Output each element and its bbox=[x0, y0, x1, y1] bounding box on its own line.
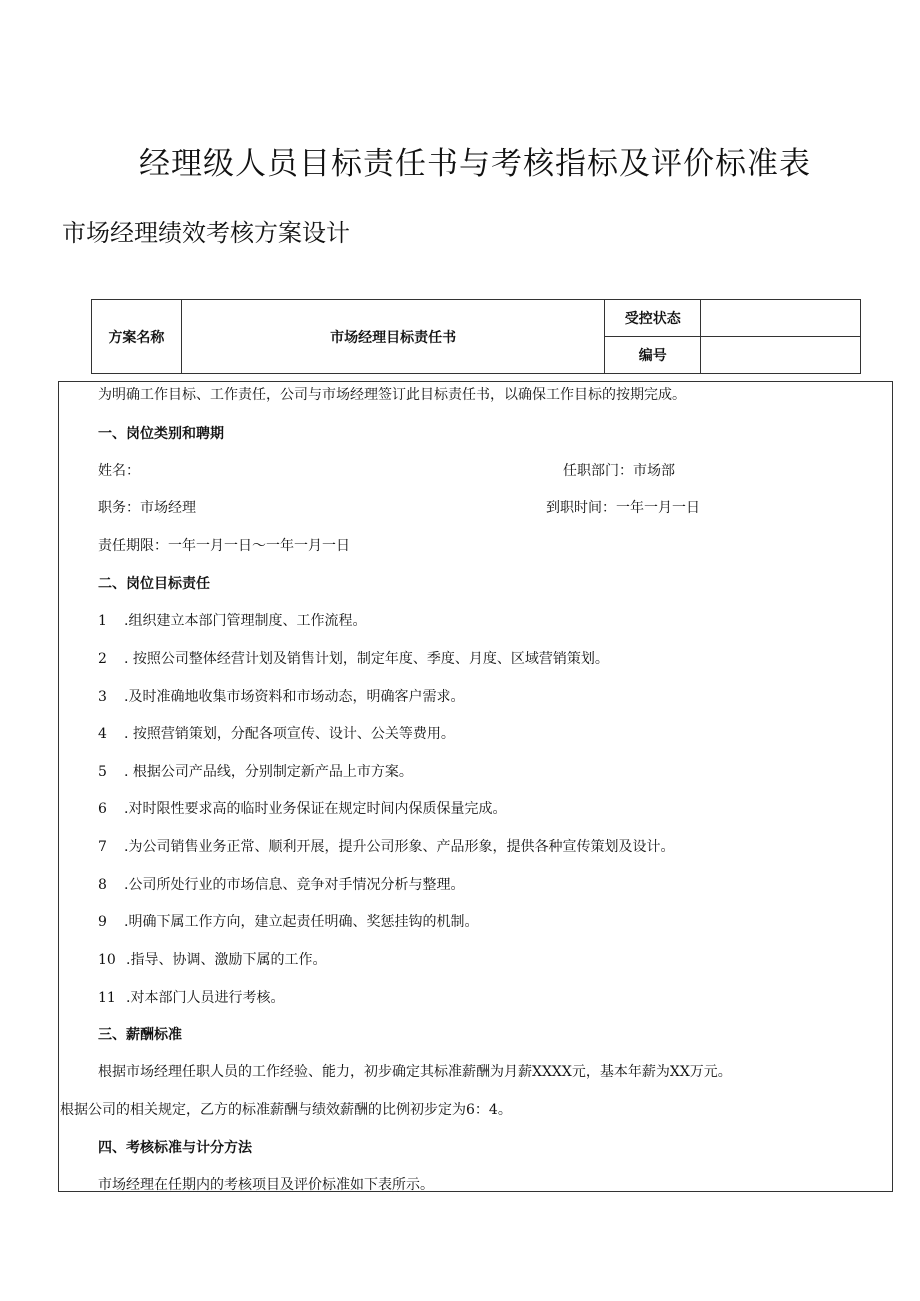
salary-standard-text: 根据市场经理任职人员的工作经验、能力，初步确定其标准薪酬为月薪XXXX元，基本年薪为XX万元。 bbox=[98, 1064, 732, 1080]
list-item: 11 .对本部门人员进行考核。 bbox=[98, 990, 285, 1006]
number-value bbox=[701, 337, 861, 374]
section2-heading: 二、岗位目标责任 bbox=[98, 576, 210, 592]
section1-heading: 一、岗位类别和聘期 bbox=[98, 426, 224, 442]
position-field: 职务：市场经理 bbox=[98, 500, 196, 516]
department-field: 任职部门：市场部 bbox=[563, 463, 675, 479]
section4-heading: 四、考核标准与计分方法 bbox=[98, 1140, 252, 1156]
list-item: 4 . 按照营销策划，分配各项宣传、设计、公关等费用。 bbox=[98, 726, 455, 742]
list-item: 3 .及时准确地收集市场资料和市场动态，明确客户需求。 bbox=[98, 689, 465, 705]
name-field: 姓名： bbox=[98, 463, 140, 479]
list-item: 10 .指导、协调、激励下属的工作。 bbox=[98, 952, 327, 968]
plan-name-value: 市场经理目标责任书 bbox=[181, 300, 604, 374]
number-label: 编号 bbox=[605, 337, 701, 374]
list-item: 6 .对时限性要求高的临时业务保证在规定时间内保质保量完成。 bbox=[98, 801, 507, 817]
control-status-value bbox=[701, 300, 861, 337]
intro-text: 为明确工作目标、工作责任，公司与市场经理签订此目标责任书，以确保工作目标的按期完成。 bbox=[98, 387, 686, 403]
control-status-label: 受控状态 bbox=[605, 300, 701, 337]
page-title: 经理级人员目标责任书与考核指标及评价标准表 bbox=[139, 146, 811, 182]
page-subtitle: 市场经理绩效考核方案设计 bbox=[62, 219, 350, 247]
list-item: 1 .组织建立本部门管理制度、工作流程。 bbox=[98, 613, 367, 629]
plan-name-label: 方案名称 bbox=[92, 300, 182, 374]
list-item: 9 .明确下属工作方向，建立起责任明确、奖惩挂钩的机制。 bbox=[98, 914, 479, 930]
term-field: 责任期限：一年一月一日～一年一月一日 bbox=[98, 538, 350, 554]
list-item: 2 . 按照公司整体经营计划及销售计划，制定年度、季度、月度、区域营销策划。 bbox=[98, 651, 609, 667]
assessment-intro-text: 市场经理在任期内的考核项目及评价标准如下表所示。 bbox=[98, 1177, 434, 1193]
list-item: 5 . 根据公司产品线，分别制定新产品上市方案。 bbox=[98, 764, 413, 780]
list-item: 8 .公司所处行业的市场信息、竞争对手情况分析与整理。 bbox=[98, 877, 465, 893]
arrival-date-field: 到职时间：一年一月一日 bbox=[546, 500, 700, 516]
salary-ratio-text: 根据公司的相关规定，乙方的标准薪酬与绩效薪酬的比例初步定为6：4。 bbox=[60, 1102, 512, 1118]
section3-heading: 三、薪酬标准 bbox=[98, 1027, 182, 1043]
list-item: 7 .为公司销售业务正常、顺利开展，提升公司形象、产品形象，提供各种宣传策划及设计。 bbox=[98, 839, 675, 855]
plan-header-table bbox=[91, 299, 861, 374]
